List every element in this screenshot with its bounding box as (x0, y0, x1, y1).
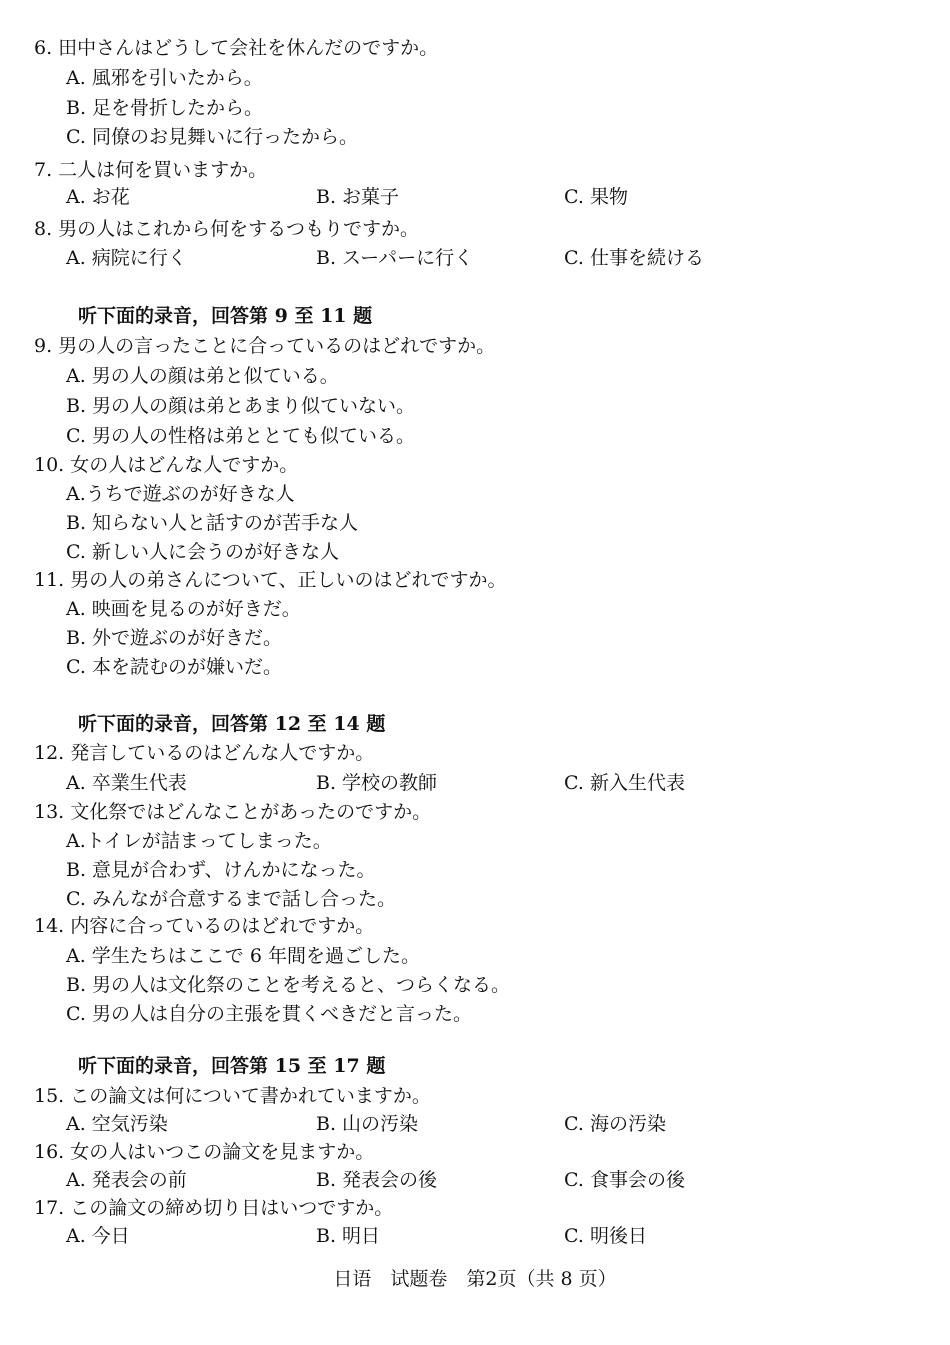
answer-option: B. 男の人は文化祭のことを考えると、つらくなる。 (66, 974, 511, 996)
answer-option: B. 知らない人と話すのが苦手な人 (66, 512, 359, 534)
question-text: 12. 発言しているのはどんな人ですか。 (34, 742, 375, 764)
answer-option: A. 卒業生代表 (66, 772, 187, 794)
section-heading: 听下面的录音，回答第 9 至 11 题 (78, 305, 373, 327)
answer-option: C. 仕事を続ける (564, 247, 704, 269)
question-text: 7. 二人は何を買いますか。 (34, 159, 268, 181)
question-text: 16. 女の人はいつこの論文を見ますか。 (34, 1141, 375, 1163)
question-text: 6. 田中さんはどうして会社を休んだのですか。 (34, 37, 439, 59)
answer-option: A. 映画を見るのが好きだ。 (66, 598, 301, 620)
question-text: 15. この論文は何について書かれていますか。 (34, 1085, 431, 1107)
answer-option: A.トイレが詰まってしまった。 (66, 830, 332, 852)
section-heading: 听下面的录音，回答第 12 至 14 题 (78, 713, 386, 735)
answer-option: C. みんなが合意するまで話し合った。 (66, 888, 396, 910)
answer-option: C. 果物 (564, 186, 628, 208)
answer-option: A. 男の人の顔は弟と似ている。 (66, 365, 339, 387)
question-text: 11. 男の人の弟さんについて、正しいのはどれですか。 (34, 569, 507, 591)
answer-option: B. 学校の教師 (316, 772, 438, 794)
answer-option: A.うちで遊ぶのが好きな人 (66, 483, 295, 505)
question-text: 13. 文化祭ではどんなことがあったのですか。 (34, 801, 432, 823)
answer-option: B. 男の人の顔は弟とあまり似ていない。 (66, 395, 416, 417)
answer-option: B. 意見が合わず、けんかになった。 (66, 859, 376, 881)
answer-option: C. 新入生代表 (564, 772, 685, 794)
answer-option: C. 男の人は自分の主張を貫くべきだと言った。 (66, 1003, 472, 1025)
page-footer: 日语 试题卷 第2页（共 8 页） (333, 1268, 617, 1290)
question-text: 17. この論文の締め切り日はいつですか。 (34, 1197, 394, 1219)
answer-option: A. 空気汚染 (66, 1113, 168, 1135)
question-text: 10. 女の人はどんな人ですか。 (34, 454, 299, 476)
answer-option: B. 足を骨折したから。 (66, 97, 264, 119)
answer-option: A. お花 (66, 186, 130, 208)
answer-option: B. 外で遊ぶのが好きだ。 (66, 627, 283, 649)
question-text: 8. 男の人はこれから何をするつもりですか。 (34, 218, 419, 240)
answer-option: A. 風邪を引いたから。 (66, 67, 263, 89)
question-text: 9. 男の人の言ったことに合っているのはどれですか。 (34, 335, 496, 357)
answer-option: C. 同僚のお見舞いに行ったから。 (66, 126, 358, 148)
answer-option: C. 新しい人に会うのが好きな人 (66, 541, 339, 563)
answer-option: B. お菓子 (316, 186, 400, 208)
answer-option: B. 明日 (316, 1225, 381, 1247)
answer-option: C. 海の汚染 (564, 1113, 666, 1135)
answer-option: C. 男の人の性格は弟ととても似ている。 (66, 425, 415, 447)
section-heading: 听下面的录音，回答第 15 至 17 题 (78, 1055, 386, 1077)
question-text: 14. 内容に合っているのはどれですか。 (34, 915, 375, 937)
answer-option: B. 発表会の後 (316, 1169, 438, 1191)
answer-option: A. 病院に行く (66, 247, 187, 269)
answer-option: A. 発表会の前 (66, 1169, 187, 1191)
answer-option: B. 山の汚染 (316, 1113, 419, 1135)
answer-option: A. 学生たちはここで 6 年間を過ごした。 (66, 945, 420, 967)
answer-option: C. 食事会の後 (564, 1169, 685, 1191)
answer-option: C. 本を読むのが嫌いだ。 (66, 656, 282, 678)
answer-option: C. 明後日 (564, 1225, 647, 1247)
answer-option: A. 今日 (66, 1225, 130, 1247)
answer-option: B. スーパーに行く (316, 247, 474, 269)
